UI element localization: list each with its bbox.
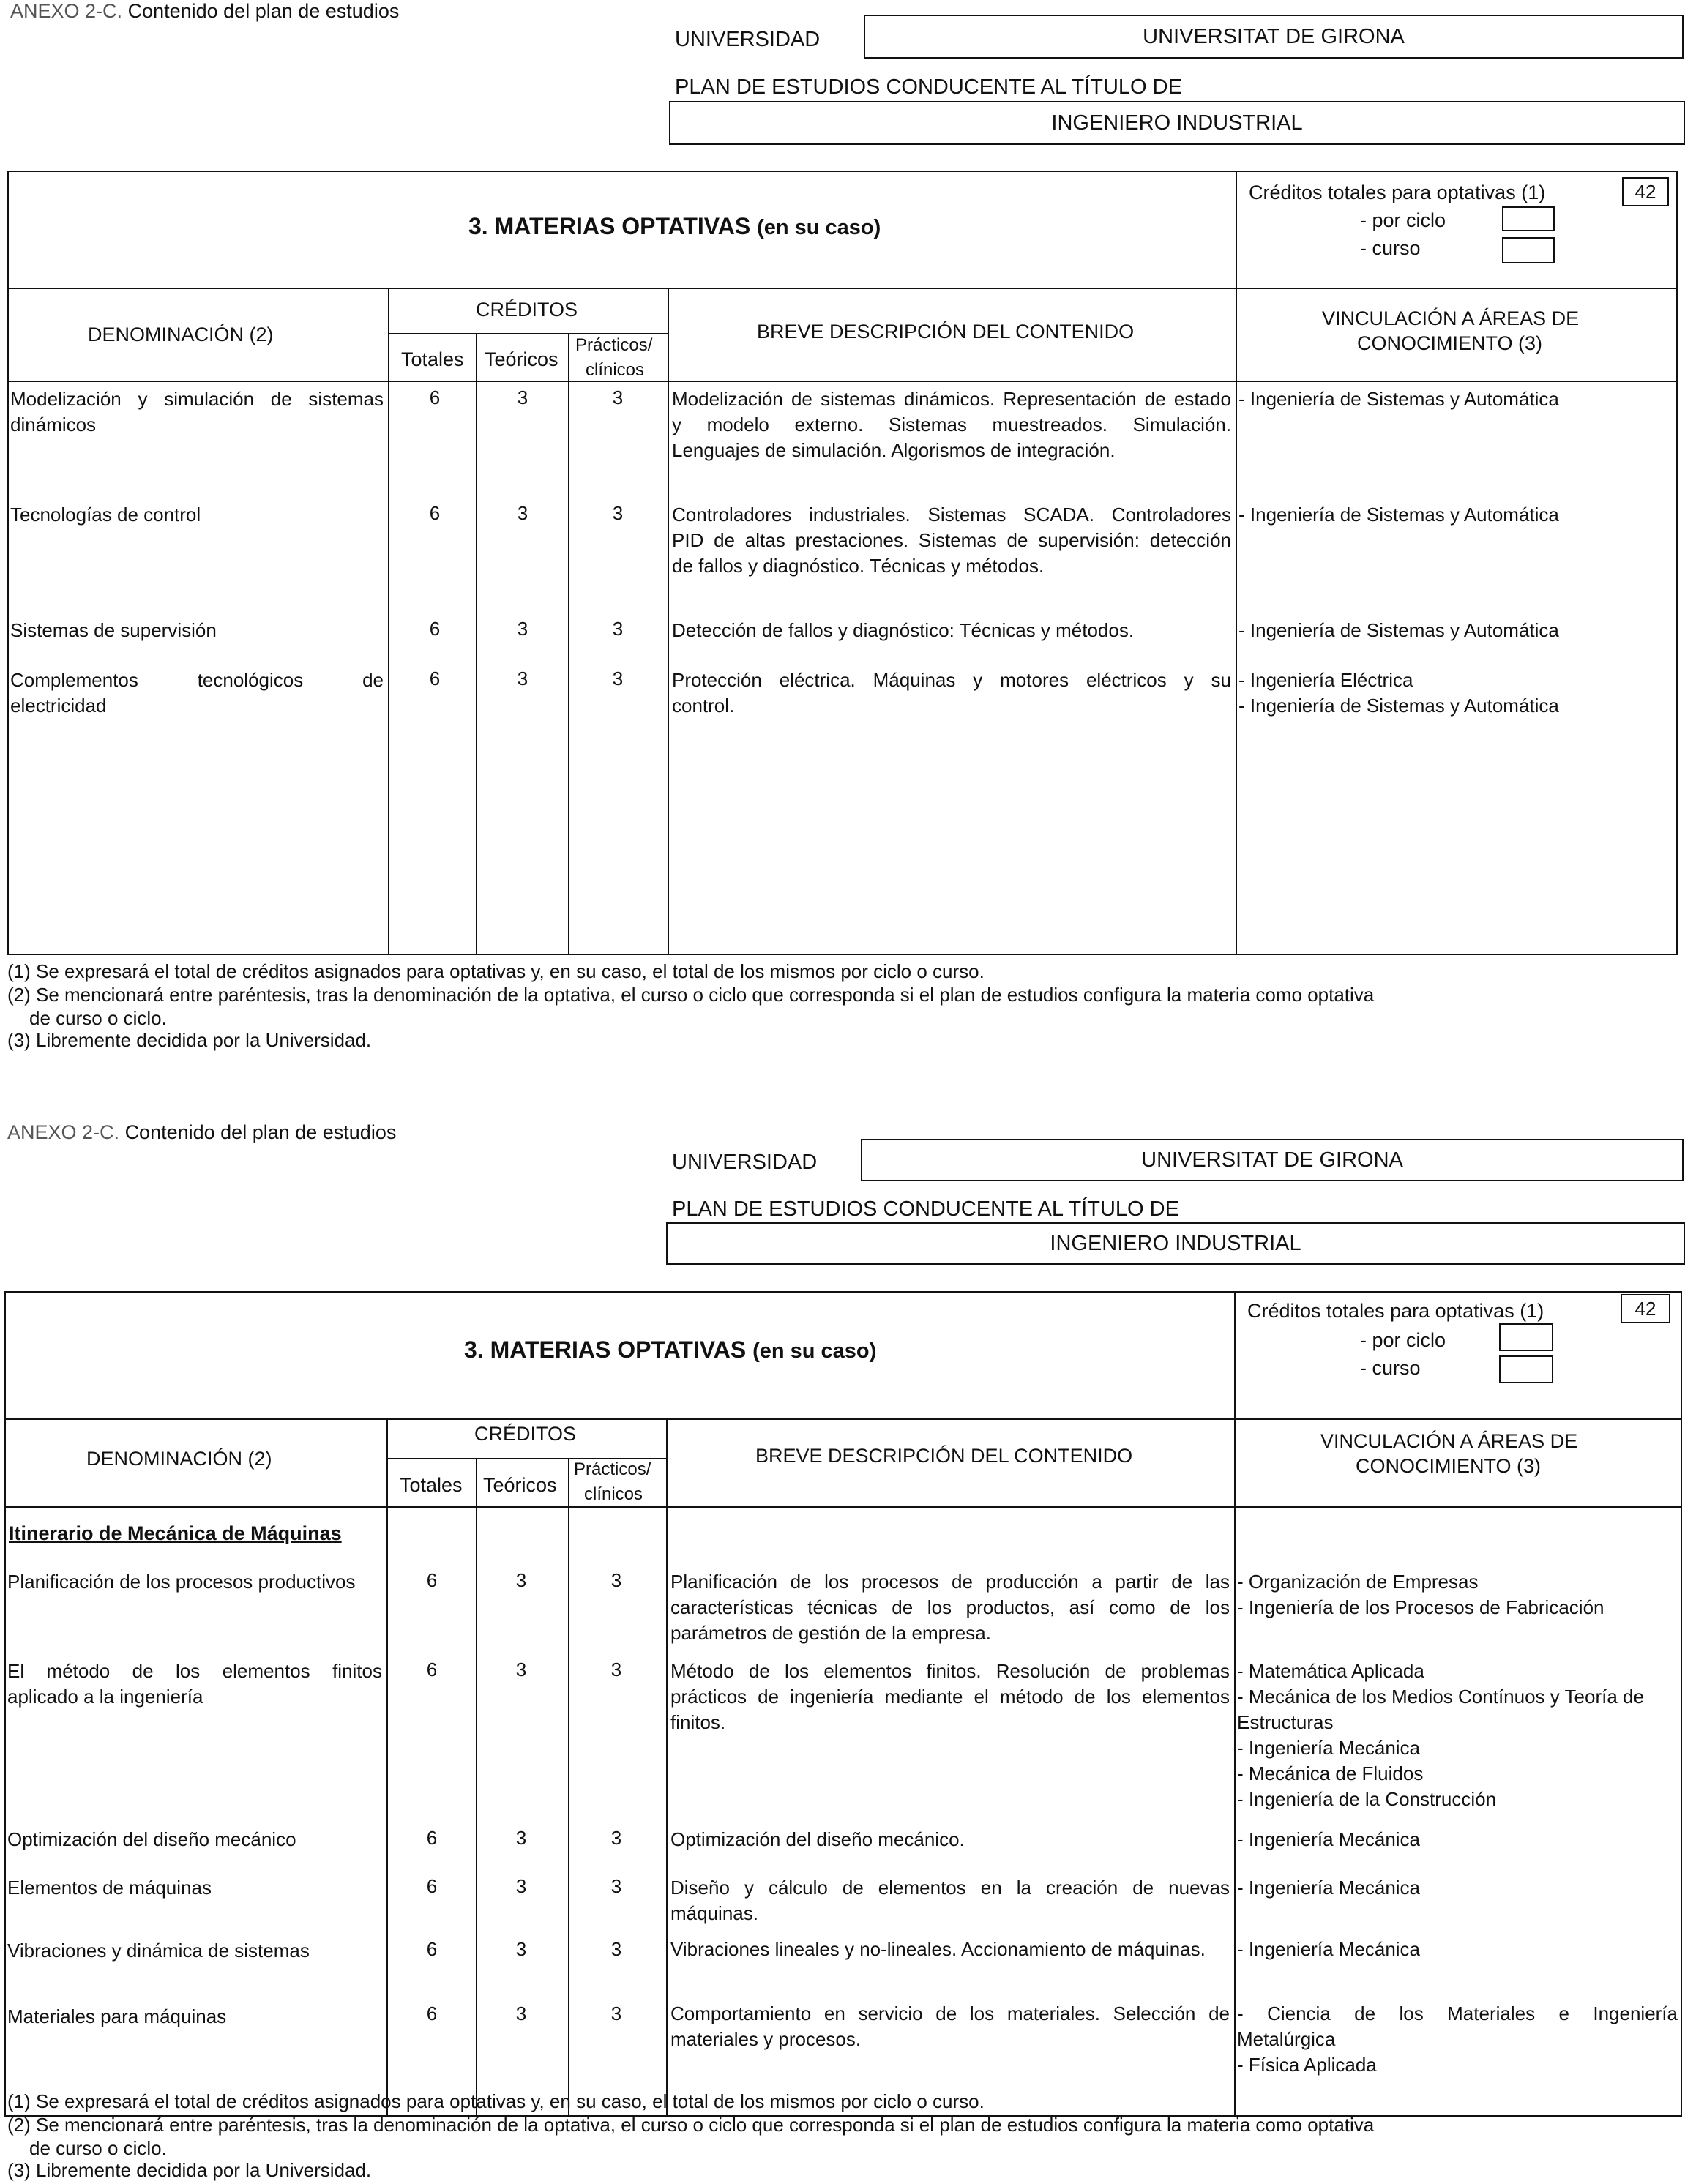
annex-label: ANEXO 2-C. [7,1121,120,1143]
credits-total-box [1621,1294,1670,1323]
row-area: - Matemática Aplicada [1237,1660,1424,1682]
plan-label: PLAN DE ESTUDIOS CONDUCENTE AL TÍTULO DE [675,75,1182,99]
credits-total-label: Créditos totales para optativas (1) [1247,1300,1544,1322]
header-divider [4,1506,1682,1508]
footnote-2-cont: de curso o ciclo. [29,1007,167,1029]
row-area: - Ingeniería de Sistemas y Automática [1238,619,1559,641]
row-desc-line: Controladores industriales. Sistemas SCADA. Controladores [672,504,1231,526]
title-credits-divider [1236,171,1237,288]
row-name: Elementos de máquinas [7,1877,212,1899]
title-divider [4,1418,1682,1420]
row-name-cont: aplicado a la ingeniería [7,1686,203,1708]
row-desc-line: de fallos y diagnóstico. Técnicas y métodos. [672,555,1045,577]
row-desc-line: prácticos de ingeniería mediante el método de los elementos [670,1686,1230,1708]
header-descripcion: BREVE DESCRIPCIÓN DEL CONTENIDO [757,321,1135,343]
header-totales: Totales [400,1474,463,1496]
row-name: Optimización del diseño mecánico [7,1828,296,1850]
university-label: UNIVERSIDAD [675,28,821,51]
university-label: UNIVERSIDAD [672,1151,818,1174]
col-divider-4 [666,1418,668,2117]
row-name: Vibraciones y dinámica de sistemas [7,1940,310,1962]
por-ciclo-label: - por ciclo [1360,1329,1446,1351]
row-practicos: 3 [610,1658,622,1680]
credits-total-box [1622,177,1669,206]
row-area: - Ingeniería Mecánica [1237,1938,1421,1960]
row-desc-line: Método de los elementos finitos. Resolución de problemas [670,1660,1230,1682]
row-desc-line: Optimización del diseño mecánico. [670,1828,965,1850]
row-teoricos: 3 [515,2002,527,2024]
row-desc-line: Planificación de los procesos de producción a partir de las [670,1571,1230,1593]
row-practicos: 3 [610,1938,622,1960]
plan-field [669,101,1685,145]
row-area: - Ingeniería de Sistemas y Automática [1238,504,1559,526]
row-practicos: 3 [610,1569,622,1591]
header-vinculacion-2: CONOCIMIENTO (3) [1357,332,1543,354]
row-teoricos: 3 [515,1875,527,1897]
por-ciclo-box [1499,1323,1553,1351]
title-divider [7,288,1678,289]
row-area: - Mecánica de los Medios Contínuos y Teoría de [1237,1686,1644,1708]
row-name: Planificación de los procesos productivos [7,1571,356,1593]
row-desc-line: materiales y procesos. [670,2028,862,2050]
row-totales: 6 [429,386,441,408]
university-value: UNIVERSITAT DE GIRONA [1141,1148,1403,1172]
col-divider-4 [668,288,669,955]
row-desc-line: y modelo externo. Sistemas muestreados. Simulación. [672,414,1231,435]
section-title [464,1336,876,1364]
row-name: Sistemas de supervisión [10,619,217,641]
row-area: - Ingeniería de Sistemas y Automática [1238,388,1559,410]
row-area: - Ingeniería Mecánica [1237,1828,1421,1850]
header-vinculacion-2: CONOCIMIENTO (3) [1356,1455,1542,1477]
title-credits-divider [1234,1291,1236,1418]
plan-label: PLAN DE ESTUDIOS CONDUCENTE AL TÍTULO DE [672,1197,1179,1221]
row-teoricos: 3 [515,1827,527,1849]
header-teoricos: Teóricos [485,348,558,370]
row-totales: 6 [429,667,441,689]
col-divider-3 [568,1458,569,2117]
header-teoricos: Teóricos [483,1474,557,1496]
row-name: Complementos tecnológicos de [10,669,384,691]
header-practicos-2: clínicos [584,1484,643,1504]
annex-title: Contenido del plan de estudios [127,0,400,22]
row-desc-line: control. [672,695,735,717]
header-denominacion: DENOMINACIÓN (2) [86,1448,272,1470]
credits-total-value: 42 [1634,1297,1656,1320]
footnote-2-cont: de curso o ciclo. [29,2137,167,2159]
section-title-text: 3. MATERIAS OPTATIVAS [464,1336,747,1363]
footnote-3: (3) Libremente decidida por la Universidad. [7,2159,372,2181]
row-area: - Ingeniería Mecánica [1237,1877,1421,1899]
row-desc-line: PID de altas prestaciones. Sistemas de supervisión: detección [672,529,1231,551]
page-2 [0,1120,1685,2184]
row-teoricos: 3 [515,1658,527,1680]
row-practicos: 3 [612,667,624,689]
row-desc-line: Modelización de sistemas dinámicos. Representación de estado [672,388,1231,410]
row-name: Materiales para máquinas [7,2005,227,2027]
header-practicos-2: clínicos [586,360,645,380]
por-ciclo-box [1502,206,1555,231]
col-divider-5 [1236,288,1237,955]
row-practicos: 3 [610,1827,622,1849]
row-area: Metalúrgica [1237,2028,1336,2050]
footnote-2: (2) Se mencionará entre paréntesis, tras la denominación de la optativa, el curso o ciclo que corresponda si el plan de estudios configura la materia como optativa [7,984,1375,1006]
header-descripcion: BREVE DESCRIPCIÓN DEL CONTENIDO [755,1445,1133,1467]
row-totales: 6 [429,618,441,640]
section-title [468,213,881,240]
row-area: - Ingeniería de la Construcción [1237,1788,1497,1810]
credits-total-label: Créditos totales para optativas (1) [1249,182,1546,203]
row-totales: 6 [426,1938,438,1960]
col-divider-2 [476,333,477,955]
plan-value: INGENIERO INDUSTRIAL [1050,1231,1301,1255]
plan-value: INGENIERO INDUSTRIAL [1051,111,1303,135]
row-area: - Física Aplicada [1237,2054,1377,2076]
university-value: UNIVERSITAT DE GIRONA [1143,24,1405,48]
row-desc-line: máquinas. [670,1902,758,1924]
footnote-3: (3) Libremente decidida por la Universidad. [7,1029,372,1051]
row-desc-line: Vibraciones lineales y no-lineales. Accionamiento de máquinas. [670,1938,1206,1960]
footnote-1: (1) Se expresará el total de créditos asignados para optativas y, en su caso, el total de los mismos por ciclo o curso. [7,960,985,982]
curso-label: - curso [1360,237,1421,259]
row-teoricos: 3 [517,667,528,689]
row-area: - Ingeniería de Sistemas y Automática [1238,695,1559,717]
row-practicos: 3 [610,1875,622,1897]
annex-heading [7,1121,396,1144]
row-desc-line: Diseño y cálculo de elementos en la creación de nuevas [670,1877,1230,1899]
section-subtitle: (en su caso) [757,216,881,239]
row-totales: 6 [426,1658,438,1680]
annex-heading [10,0,399,23]
row-teoricos: 3 [517,386,528,408]
header-totales: Totales [401,348,464,370]
row-area: - Ciencia de los Materiales e Ingeniería [1237,2002,1678,2024]
annex-label: ANEXO 2-C. [10,0,123,22]
row-teoricos: 3 [517,502,528,524]
creditos-divider [388,333,668,334]
header-vinculacion-1: VINCULACIÓN A ÁREAS DE [1322,307,1580,329]
header-creditos: CRÉDITOS [474,1423,577,1445]
annex-title: Contenido del plan de estudios [124,1121,397,1143]
row-teoricos: 3 [515,1569,527,1591]
itinerary-heading: Itinerario de Mecánica de Máquinas [9,1522,342,1544]
row-desc-line: características técnicas de los productos, así como de los [670,1596,1230,1618]
col-divider-1 [388,288,389,955]
row-practicos: 3 [612,618,624,640]
row-name: El método de los elementos finitos [7,1660,382,1682]
row-area: Estructuras [1237,1711,1334,1733]
row-name: Modelización y simulación de sistemas [10,388,384,410]
plan-field [666,1222,1685,1265]
row-desc-line: finitos. [670,1711,726,1733]
row-totales: 6 [426,1569,438,1591]
row-practicos: 3 [612,386,624,408]
header-creditos: CRÉDITOS [476,299,578,321]
credits-total-value: 42 [1634,180,1656,203]
row-name-cont: dinámicos [10,414,97,435]
university-field [864,15,1684,59]
curso-box [1499,1355,1553,1383]
section-subtitle: (en su caso) [752,1339,877,1363]
row-name: Tecnologías de control [10,504,201,526]
row-practicos: 3 [610,2002,622,2024]
row-desc-line: Comportamiento en servicio de los materiales. Selección de [670,2002,1230,2024]
row-area: - Ingeniería Mecánica [1237,1737,1421,1759]
row-desc-line: parámetros de gestión de la empresa. [670,1622,991,1644]
row-totales: 6 [426,1875,438,1897]
col-divider-5 [1234,1418,1236,2117]
row-name-cont: electricidad [10,695,107,717]
col-divider-2 [476,1458,477,2117]
footnote-2: (2) Se mencionará entre paréntesis, tras la denominación de la optativa, el curso o ciclo que corresponda si el plan de estudios configura la materia como optativa [7,2114,1375,2136]
row-desc-line: Detección de fallos y diagnóstico: Técnicas y métodos. [672,619,1135,641]
row-totales: 6 [429,502,441,524]
row-desc-line: Protección eléctrica. Máquinas y motores eléctricos y su [672,669,1231,691]
row-practicos: 3 [612,502,624,524]
row-teoricos: 3 [517,618,528,640]
university-field [861,1139,1684,1181]
row-area: - Organización de Empresas [1237,1571,1479,1593]
row-teoricos: 3 [515,1938,527,1960]
header-denominacion: DENOMINACIÓN (2) [88,324,274,345]
row-totales: 6 [426,1827,438,1849]
row-area: - Ingeniería Eléctrica [1238,669,1413,691]
row-desc-line: Lenguajes de simulación. Algorismos de integración. [672,439,1116,461]
header-divider [7,381,1678,382]
page-1 [0,0,1685,1091]
curso-box [1502,237,1555,263]
col-divider-1 [386,1418,388,2117]
row-area: - Mecánica de Fluidos [1237,1762,1424,1784]
footnote-1: (1) Se expresará el total de créditos asignados para optativas y, en su caso, el total de los mismos por ciclo o curso. [7,2090,985,2112]
header-vinculacion-1: VINCULACIÓN A ÁREAS DE [1320,1430,1578,1452]
row-area: - Ingeniería de los Procesos de Fabricación [1237,1596,1604,1618]
header-practicos-1: Prácticos/ [574,1459,651,1479]
curso-label: - curso [1360,1357,1421,1379]
por-ciclo-label: - por ciclo [1360,209,1446,231]
header-practicos-1: Prácticos/ [575,335,653,355]
row-totales: 6 [426,2002,438,2024]
section-title-text: 3. MATERIAS OPTATIVAS [468,213,751,239]
col-divider-3 [568,333,569,955]
